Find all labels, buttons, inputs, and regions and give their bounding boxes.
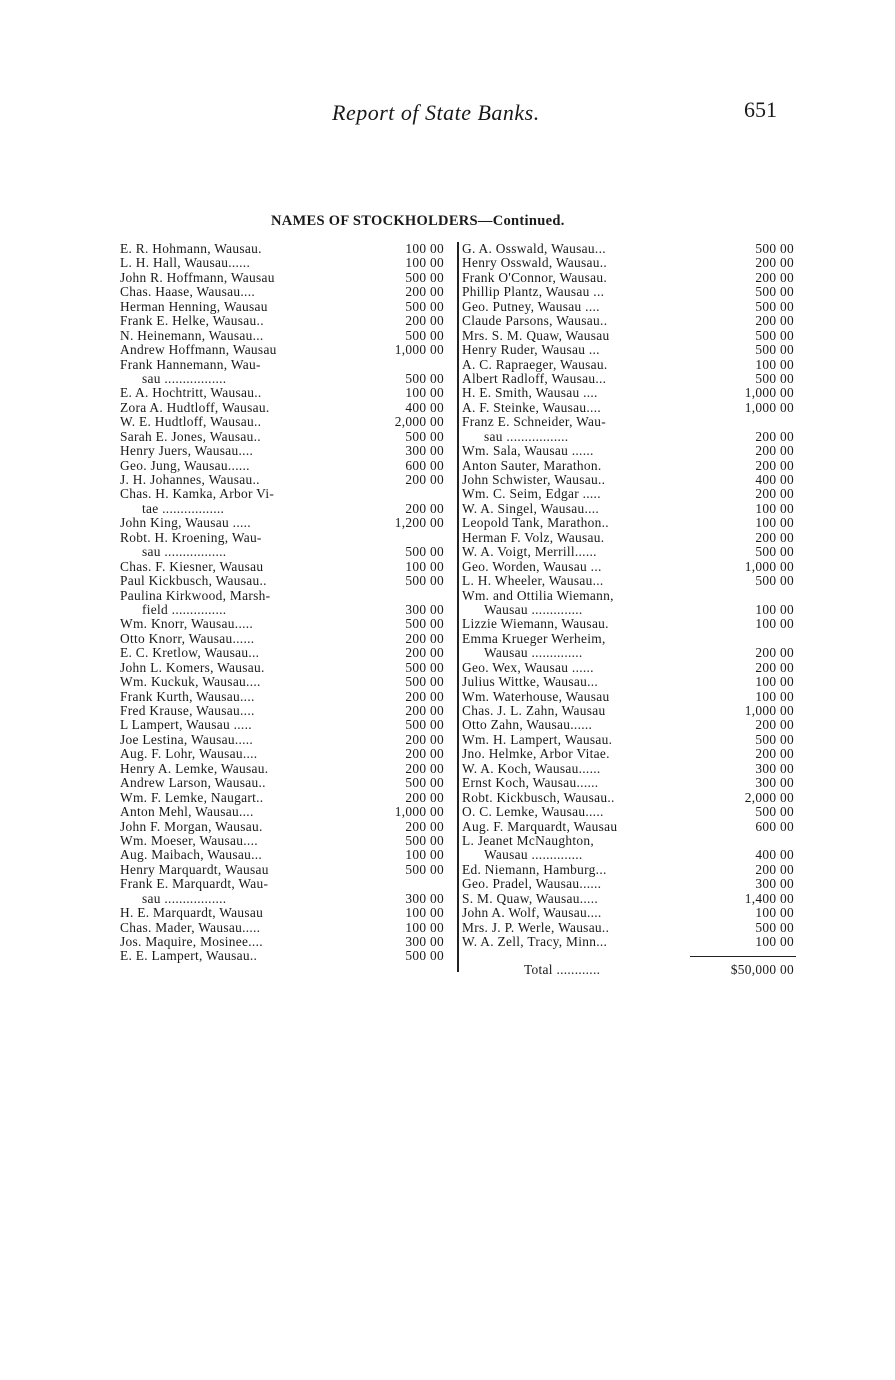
stockholder-name: Anton Sauter, Marathon.: [462, 458, 602, 473]
stockholder-row: [462, 791, 798, 805]
share-amount: 300 00: [755, 876, 794, 892]
share-amount: 500 00: [755, 298, 794, 314]
stockholder-name: Ed. Niemann, Hamburg...: [462, 862, 607, 877]
stockholder-row: [120, 314, 450, 328]
stockholder-name: Chas. J. L. Zahn, Wausau: [462, 704, 606, 718]
stockholder-name: Wm. F. Lemke, Naugart..: [120, 790, 264, 805]
share-amount: 200 00: [755, 529, 794, 545]
stockholder-name: Albert Radloff, Wausau...: [462, 371, 607, 386]
share-amount: 300 00: [405, 934, 444, 949]
stockholder-name: Wm. Knorr, Wausau.....: [120, 617, 254, 632]
stockholder-row: [462, 661, 798, 675]
total-rule: [690, 956, 796, 957]
stockholder-row: [462, 487, 798, 501]
share-amount: 300 00: [405, 890, 444, 906]
share-amount: 200 00: [405, 703, 444, 718]
share-amount: 1,000 00: [744, 703, 794, 718]
stockholder-name: Geo. Wex, Wausau ......: [462, 660, 594, 675]
stockholder-name: Jno. Helmke, Arbor Vitae.: [462, 747, 610, 762]
share-amount: 200 00: [755, 645, 794, 661]
stockholder-name: Frank Kurth, Wausau....: [120, 689, 255, 704]
stockholder-name: field ...............: [142, 602, 227, 617]
share-amount: 500 00: [755, 370, 794, 386]
stockholder-name: E. E. Lampert, Wausau..: [120, 949, 258, 964]
stockholder-row: [462, 430, 798, 444]
stockholder-name: Frank E. Helke, Wausau..: [120, 314, 264, 329]
share-amount: 1,000 00: [394, 342, 444, 358]
stockholder-name: Wausau ..............: [484, 848, 583, 863]
stockholder-name: Wm. Moeser, Wausau....: [120, 833, 258, 848]
share-amount: 500 00: [755, 284, 794, 300]
share-amount: 100 00: [405, 241, 444, 256]
share-amount: 100 00: [755, 616, 794, 632]
stockholder-name: tae .................: [142, 501, 225, 516]
stockholder-name: John Schwister, Wausau..: [462, 473, 606, 487]
stockholder-row: [120, 459, 450, 473]
stockholder-row: [120, 690, 450, 704]
stockholder-name: W. A. Voigt, Merrill......: [462, 545, 597, 560]
share-amount: 500 00: [755, 342, 794, 358]
stockholder-name: Andrew Hoffmann, Wausau: [120, 343, 277, 358]
stockholder-row: [120, 747, 450, 761]
share-amount: 200 00: [755, 428, 794, 444]
share-amount: 100 00: [755, 934, 794, 949]
share-amount: 100 00: [755, 515, 794, 531]
stockholder-row: [120, 791, 450, 805]
stockholder-row: [462, 762, 798, 776]
stockholder-name: Wm. Sala, Wausau ......: [462, 444, 594, 459]
share-amount: 500 00: [755, 804, 794, 820]
stockholder-row: [120, 675, 450, 689]
stockholder-name: Sarah E. Jones, Wausau..: [120, 429, 261, 444]
stockholder-row: [120, 820, 450, 834]
stockholders-left-column: [120, 242, 450, 964]
stockholder-name: O. C. Lemke, Wausau.....: [462, 805, 604, 820]
share-amount: 200 00: [405, 313, 444, 329]
share-amount: 1,000 00: [394, 804, 444, 820]
stockholder-row: [462, 329, 798, 343]
stockholder-row: [462, 531, 798, 545]
stockholder-row: [120, 415, 450, 429]
share-amount: 500 00: [755, 241, 794, 256]
stockholder-row: [120, 560, 450, 574]
stockholder-row: [462, 848, 798, 862]
share-amount: 300 00: [755, 760, 794, 776]
stockholder-name: G. A. Osswald, Wausau...: [462, 242, 606, 256]
share-amount: 500 00: [405, 544, 444, 560]
share-amount: 200 00: [405, 645, 444, 661]
stockholder-name: Aug. Maibach, Wausau...: [120, 848, 263, 863]
stockholder-name: Wm. H. Lampert, Wausau.: [462, 732, 613, 747]
stockholder-row: [462, 401, 798, 415]
share-amount: 500 00: [405, 832, 444, 848]
share-amount: 200 00: [755, 746, 794, 762]
stockholder-name: Julius Wittke, Wausau...: [462, 675, 599, 690]
stockholder-row: [120, 704, 450, 718]
stockholder-name: Phillip Plantz, Wausau ...: [462, 285, 605, 300]
stockholder-row: [120, 487, 450, 501]
share-amount: 500 00: [405, 717, 444, 733]
stockholder-name: Wm. C. Seim, Edgar .....: [462, 487, 601, 502]
stockholder-name: Wausau ..............: [484, 602, 583, 617]
share-amount: 100 00: [755, 905, 794, 921]
share-amount: 1,000 00: [744, 385, 794, 401]
share-amount: 500 00: [405, 327, 444, 343]
stockholder-name: Aug. F. Lohr, Wausau....: [120, 747, 258, 762]
stockholder-row: [462, 545, 798, 559]
share-amount: 200 00: [755, 443, 794, 459]
share-amount: 100 00: [405, 255, 444, 271]
share-amount: 100 00: [755, 601, 794, 617]
share-amount: 500 00: [755, 573, 794, 589]
stockholder-name: Chas. Haase, Wausau....: [120, 285, 255, 300]
stockholder-name: Henry Ruder, Wausau ...: [462, 343, 600, 358]
stockholder-row: [120, 242, 450, 256]
stockholder-name: W. A. Zell, Tracy, Minn...: [462, 935, 608, 949]
stockholder-row: [462, 459, 798, 473]
share-amount: 100 00: [405, 385, 444, 401]
share-amount: 500 00: [405, 861, 444, 877]
stockholder-row: [462, 863, 798, 877]
stockholder-row: [120, 343, 450, 357]
stockholder-row: [120, 271, 450, 285]
stockholder-name: sau .................: [142, 371, 227, 386]
share-amount: 200 00: [405, 688, 444, 704]
stockholder-name: L. Jeanet McNaughton,: [462, 833, 594, 848]
share-amount: 300 00: [405, 601, 444, 617]
stockholder-row: [462, 285, 798, 299]
stockholder-name: sau .................: [484, 429, 569, 444]
share-amount: 500 00: [405, 370, 444, 386]
stockholder-name: sau .................: [142, 891, 227, 906]
stockholder-row: [120, 661, 450, 675]
stockholder-row: [462, 516, 798, 530]
stockholder-name: Frank Hannemann, Wau-: [120, 357, 261, 372]
stockholder-row: [120, 632, 450, 646]
stockholders-right-column: [462, 242, 798, 949]
share-amount: 100 00: [755, 688, 794, 704]
stockholder-name: Ernst Koch, Wausau......: [462, 776, 599, 791]
share-amount: 400 00: [405, 399, 444, 415]
stockholder-row: [462, 603, 798, 617]
stockholder-name: Paul Kickbusch, Wausau..: [120, 574, 267, 589]
stockholder-name: John R. Hoffmann, Wausau: [120, 270, 275, 285]
share-amount: 100 00: [405, 905, 444, 921]
share-amount: 100 00: [755, 356, 794, 372]
share-amount: 1,000 00: [744, 399, 794, 415]
stockholder-row: [462, 906, 798, 920]
stockholder-row: [462, 473, 798, 487]
stockholder-row: [120, 256, 450, 270]
share-amount: 2,000 00: [394, 414, 444, 430]
share-amount: 600 00: [405, 457, 444, 473]
share-amount: 500 00: [755, 919, 794, 935]
stockholder-row: [462, 718, 798, 732]
stockholder-name: Paulina Kirkwood, Marsh-: [120, 588, 271, 603]
share-amount: 400 00: [755, 472, 794, 487]
stockholder-row: [120, 877, 450, 891]
stockholder-row: [120, 589, 450, 603]
share-amount: 200 00: [755, 269, 794, 285]
stockholder-row: [120, 473, 450, 487]
stockholder-name: Zora A. Hudtloff, Wausau.: [120, 400, 270, 415]
stockholder-name: E. C. Kretlow, Wausau...: [120, 646, 260, 661]
stockholder-name: S. M. Quaw, Wausau.....: [462, 891, 598, 906]
stockholder-name: J. H. Johannes, Wausau..: [120, 473, 260, 487]
stockholder-row: [120, 545, 450, 559]
stockholder-row: [462, 386, 798, 400]
share-amount: 200 00: [405, 284, 444, 300]
stockholder-row: [120, 401, 450, 415]
stockholder-name: Emma Krueger Werheim,: [462, 631, 606, 646]
stockholder-name: Chas. F. Kiesner, Wausau: [120, 559, 264, 574]
share-amount: 500 00: [755, 327, 794, 343]
stockholder-name: Franz E. Schneider, Wau-: [462, 415, 607, 430]
stockholder-name: E. A. Hochtritt, Wausau..: [120, 386, 262, 401]
stockholder-name: Henry A. Lemke, Wausau.: [120, 761, 269, 776]
share-amount: 200 00: [405, 789, 444, 805]
share-amount: 500 00: [405, 948, 444, 964]
share-amount: 200 00: [755, 486, 794, 502]
stockholder-name: Henry Juers, Wausau....: [120, 444, 254, 459]
stockholder-row: [120, 949, 450, 963]
stockholder-name: John F. Morgan, Wausau.: [120, 819, 263, 834]
stockholder-name: Mrs. S. M. Quaw, Wausau: [462, 328, 610, 343]
stockholder-name: Jos. Maquire, Mosinee....: [120, 935, 263, 949]
stockholder-row: [462, 690, 798, 704]
stockholder-row: [462, 256, 798, 270]
stockholder-name: W. A. Singel, Wausau....: [462, 501, 600, 516]
stockholder-row: [120, 805, 450, 819]
stockholder-name: John L. Komers, Wausau.: [120, 660, 265, 675]
stockholder-name: Frank O'Connor, Wausau.: [462, 270, 608, 285]
stockholder-name: Claude Parsons, Wausau..: [462, 314, 608, 329]
stockholder-row: [120, 646, 450, 660]
stockholder-name: Robt. H. Kroening, Wau-: [120, 530, 262, 545]
stockholder-row: [462, 820, 798, 834]
share-amount: 1,000 00: [744, 558, 794, 574]
stockholder-row: [120, 502, 450, 516]
stockholder-name: Otto Zahn, Wausau......: [462, 718, 593, 733]
stockholder-row: [462, 343, 798, 357]
share-amount: 100 00: [405, 919, 444, 935]
stockholder-name: A. C. Rapraeger, Wausau.: [462, 357, 608, 372]
stockholder-row: [462, 589, 798, 603]
share-amount: 1,200 00: [394, 515, 444, 531]
stockholder-name: Robt. Kickbusch, Wausau..: [462, 790, 615, 805]
stockholder-row: [462, 560, 798, 574]
stockholder-name: Aug. F. Marquardt, Wausau: [462, 819, 618, 834]
stockholder-row: [462, 704, 798, 718]
stockholder-name: sau .................: [142, 545, 227, 560]
stockholder-row: [462, 805, 798, 819]
share-amount: 100 00: [755, 674, 794, 690]
stockholder-row: [462, 747, 798, 761]
stockholder-row: [120, 863, 450, 877]
stockholder-name: Geo. Jung, Wausau......: [120, 458, 250, 473]
stockholder-row: [462, 502, 798, 516]
stockholder-name: W. E. Hudtloff, Wausau..: [120, 415, 262, 430]
share-amount: 500 00: [755, 544, 794, 560]
stockholder-name: Wausau ..............: [484, 646, 583, 661]
stockholder-row: [120, 372, 450, 386]
share-amount: 500 00: [405, 616, 444, 632]
stockholder-row: [120, 430, 450, 444]
stockholder-name: Henry Marquardt, Wausau: [120, 862, 269, 877]
stockholder-name: W. A. Koch, Wausau......: [462, 761, 601, 776]
page-number: 651: [744, 97, 777, 122]
stockholder-row: [462, 242, 798, 256]
stockholder-row: [462, 271, 798, 285]
stockholder-row: [462, 617, 798, 631]
stockholder-row: [120, 329, 450, 343]
stockholder-name: N. Heinemann, Wausau...: [120, 328, 264, 343]
stockholder-name: Herman Henning, Wausau: [120, 299, 268, 314]
stockholder-row: [120, 300, 450, 314]
total-row: [462, 962, 798, 977]
stockholder-row: [120, 935, 450, 949]
share-amount: 200 00: [405, 818, 444, 834]
stockholder-row: [120, 516, 450, 530]
stockholder-row: [120, 906, 450, 920]
section-title: NAMES OF STOCKHOLDERS—Continued.: [271, 213, 565, 229]
stockholder-row: [120, 444, 450, 458]
share-amount: 600 00: [755, 818, 794, 834]
stockholder-row: [462, 935, 798, 949]
stockholder-name: Chas. H. Kamka, Arbor Vi-: [120, 487, 275, 502]
share-amount: 200 00: [755, 659, 794, 675]
stockholder-row: [462, 415, 798, 429]
stockholder-row: [120, 285, 450, 299]
stockholder-row: [120, 921, 450, 935]
stockholder-name: Frank E. Marquardt, Wau-: [120, 877, 269, 892]
stockholder-name: Fred Krause, Wausau....: [120, 704, 255, 718]
share-amount: 500 00: [405, 298, 444, 314]
stockholder-row: [120, 848, 450, 862]
stockholder-row: [462, 632, 798, 646]
stockholder-name: Wm. Waterhouse, Wausau: [462, 689, 610, 704]
share-amount: 200 00: [405, 731, 444, 747]
running-header-title: Report of State Banks.: [332, 100, 540, 125]
stockholder-row: [462, 358, 798, 372]
stockholder-row: [120, 386, 450, 400]
share-amount: 500 00: [405, 428, 444, 444]
stockholder-row: [120, 834, 450, 848]
share-amount: 100 00: [405, 558, 444, 574]
stockholder-name: Andrew Larson, Wausau..: [120, 776, 266, 791]
share-amount: 200 00: [405, 746, 444, 762]
stockholder-name: Joe Lestina, Wausau.....: [120, 732, 254, 747]
total-amount: $50,000 00: [730, 962, 794, 977]
stockholder-row: [120, 776, 450, 790]
stockholder-name: L Lampert, Wausau .....: [120, 718, 252, 733]
column-divider: [457, 242, 459, 972]
stockholder-row: [462, 314, 798, 328]
share-amount: 200 00: [755, 255, 794, 271]
stockholder-name: Wm. and Ottilia Wiemann,: [462, 588, 614, 603]
stockholder-row: [462, 646, 798, 660]
stockholder-row: [462, 921, 798, 935]
share-amount: 200 00: [755, 861, 794, 877]
share-amount: 500 00: [405, 269, 444, 285]
stockholder-row: [462, 444, 798, 458]
share-amount: 500 00: [755, 731, 794, 747]
stockholder-row: [462, 574, 798, 588]
stockholder-name: L. H. Wheeler, Wausau...: [462, 574, 604, 589]
share-amount: 200 00: [405, 472, 444, 487]
share-amount: 200 00: [755, 457, 794, 473]
share-amount: 500 00: [405, 775, 444, 791]
stockholder-name: Anton Mehl, Wausau....: [120, 805, 254, 820]
stockholder-row: [462, 733, 798, 747]
stockholder-row: [120, 733, 450, 747]
share-amount: 200 00: [405, 760, 444, 776]
share-amount: 400 00: [755, 847, 794, 863]
share-amount: 500 00: [405, 573, 444, 589]
stockholder-name: Chas. Mader, Wausau.....: [120, 920, 261, 935]
stockholder-row: [462, 675, 798, 689]
stockholder-row: [462, 776, 798, 790]
stockholder-name: A. F. Steinke, Wausau....: [462, 400, 601, 415]
share-amount: 2,000 00: [744, 789, 794, 805]
stockholder-row: [462, 372, 798, 386]
share-amount: 300 00: [405, 443, 444, 459]
share-amount: 1,400 00: [744, 890, 794, 906]
stockholder-row: [462, 300, 798, 314]
stockholder-row: [120, 892, 450, 906]
stockholder-row: [462, 834, 798, 848]
stockholder-name: Leopold Tank, Marathon..: [462, 516, 609, 531]
stockholder-name: Geo. Pradel, Wausau......: [462, 877, 602, 892]
stockholder-name: Mrs. J. P. Werle, Wausau..: [462, 920, 610, 935]
stockholder-name: Geo. Putney, Wausau ....: [462, 299, 600, 314]
share-amount: 500 00: [405, 659, 444, 675]
stockholder-row: [120, 358, 450, 372]
stockholder-name: Henry Osswald, Wausau..: [462, 256, 608, 271]
stockholder-row: [120, 718, 450, 732]
stockholder-name: Otto Knorr, Wausau......: [120, 631, 255, 646]
stockholder-name: John A. Wolf, Wausau....: [462, 906, 602, 921]
stockholder-row: [120, 603, 450, 617]
share-amount: 200 00: [755, 717, 794, 733]
share-amount: 200 00: [405, 630, 444, 646]
stockholder-row: [120, 574, 450, 588]
share-amount: 500 00: [405, 674, 444, 690]
share-amount: 200 00: [405, 500, 444, 516]
stockholder-name: Geo. Worden, Wausau ...: [462, 559, 602, 574]
stockholder-row: [120, 762, 450, 776]
stockholder-name: Wm. Kuckuk, Wausau....: [120, 675, 261, 690]
stockholder-row: [120, 617, 450, 631]
share-amount: 100 00: [755, 500, 794, 516]
total-label: Total ............: [524, 962, 601, 977]
stockholder-name: H. E. Smith, Wausau ....: [462, 386, 598, 401]
share-amount: 300 00: [755, 775, 794, 791]
stockholder-name: E. R. Hohmann, Wausau.: [120, 242, 262, 256]
stockholder-name: John King, Wausau .....: [120, 516, 251, 531]
stockholder-name: Herman F. Volz, Wausau.: [462, 530, 605, 545]
stockholder-row: [462, 892, 798, 906]
share-amount: 200 00: [755, 313, 794, 329]
share-amount: 100 00: [405, 847, 444, 863]
stockholder-row: [120, 531, 450, 545]
stockholder-name: L. H. Hall, Wausau......: [120, 256, 251, 271]
stockholder-name: Lizzie Wiemann, Wausau.: [462, 617, 609, 632]
stockholder-row: [462, 877, 798, 891]
stockholder-name: H. E. Marquardt, Wausau: [120, 906, 264, 921]
